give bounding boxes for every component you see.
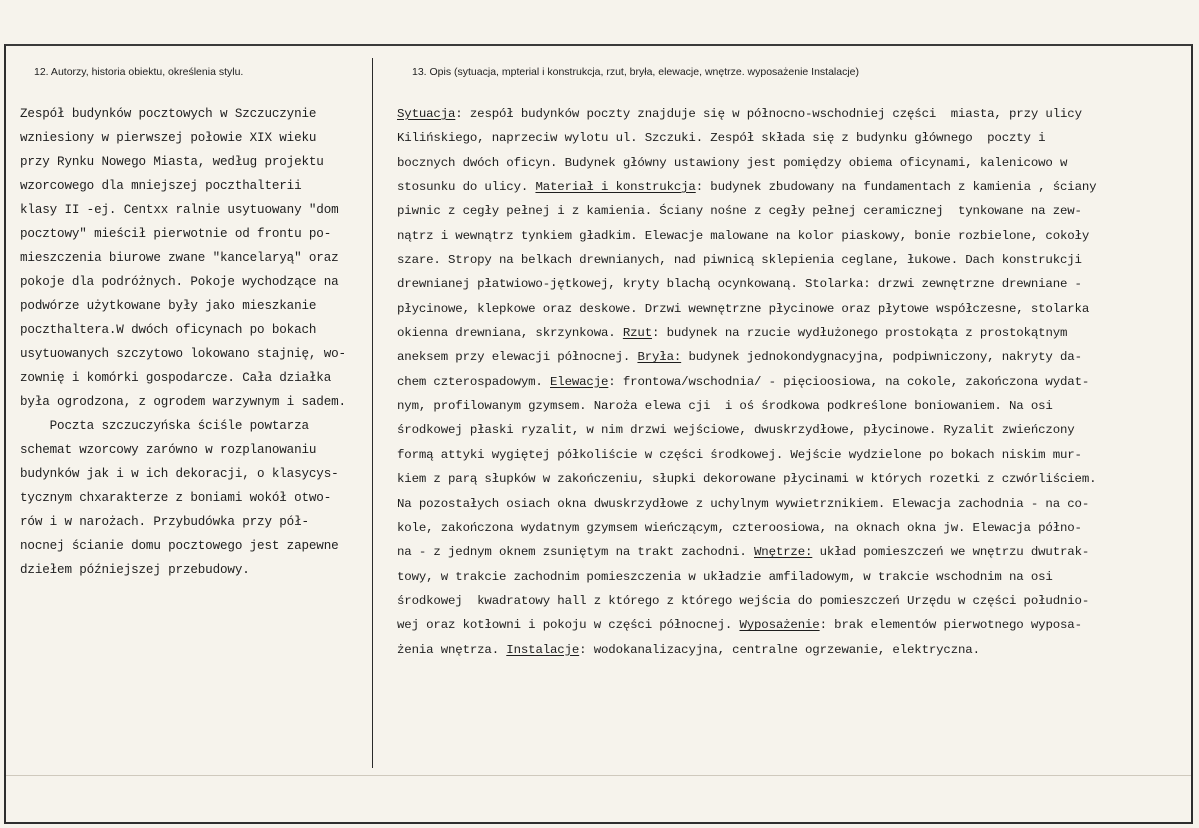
history-line: wzorcowego dla mniejszej poczthalterii <box>20 179 302 193</box>
description-fragment: szare. Stropy na belkach drewnianych, nad piwnicą sklepienia ceglane, łukowe. Dach konstrukcji <box>397 253 1082 268</box>
history-line: przy Rynku Nowego Miasta, według projektu <box>20 155 324 169</box>
history-line: podwórze użytkowane były jako mieszkanie <box>20 299 317 313</box>
description-line <box>397 516 1187 540</box>
description-fragment: formą attyki wygiętej półkoliście w części środkowej. Wejście wydzielone po bokach niskim mur- <box>397 447 1082 462</box>
description-line <box>397 613 1187 637</box>
bottom-rule <box>6 775 1191 776</box>
description-fragment: kiem z parą słupków w zakończeniu, słupki dekorowane płycinami w których rozetki z czwórliściem. <box>397 472 1097 487</box>
history-line: schemat wzorcowy zarówno w rozplanowaniu <box>20 443 317 457</box>
section-label: Materiał i konstrukcja <box>535 180 696 195</box>
description-fragment: drewnianej płatwiowo-jętkowej, kryty blachą ocynkowaną. Stolarka: drzwi zewnętrzne drewniane - <box>397 277 1082 292</box>
description-fragment: środkowej kwadratowy hall z którego z którego wejścia do pomieszczeń Urzędu w części południo- <box>397 593 1090 608</box>
history-line: była ogrodzona, z ogrodem warzywnym i sadem. <box>20 395 346 409</box>
section-label: Rzut <box>622 326 653 341</box>
history-line: rów i w narożach. Przybudówka przy pół- <box>20 515 309 529</box>
description-line <box>397 638 1187 662</box>
description-fragment: Na pozostałych osiach okna dwuskrzydłowe z uchylnym wywietrznikiem. Elewacja zachodnia - na co- <box>397 496 1090 511</box>
description-line <box>397 297 1187 321</box>
description-line <box>397 151 1187 175</box>
description-fragment: na - z jednym oknem zsuniętym na trakt zachodni. <box>397 545 754 560</box>
description-fragment: : budynek na rzucie wydłużonego prostokąta z prostokątnym <box>652 326 1068 341</box>
description-fragment: towy, w trakcie zachodnim pomieszczenia w układzie amfiladowym, w trakcie wschodnim na osi <box>397 569 1053 584</box>
column-divider <box>372 58 373 768</box>
history-line: klasy II -ej. Centxx ralnie usytuowany "dom <box>20 203 339 217</box>
section-label: Wnętrze: <box>754 545 813 560</box>
description-fragment: Kilińskiego, naprzeciw wylotu ul. Szczuki. Zespół składa się z budynku głównego poczty i <box>397 131 1046 146</box>
description-line <box>397 370 1187 394</box>
history-line: pocztowy" mieścił pierwotnie od frontu po- <box>20 227 332 241</box>
description-line <box>397 540 1187 564</box>
description-line <box>397 321 1187 345</box>
description-line <box>397 248 1187 272</box>
description-line <box>397 224 1187 248</box>
description-line <box>397 443 1187 467</box>
history-line: pokoje dla podróżnych. Pokoje wychodzące na <box>20 275 339 289</box>
description-fragment: środkowej płaski ryzalit, w nim drzwi wejściowe, dwuskrzydłowe, płycinowe. Ryzalit zwieńczony <box>397 423 1075 438</box>
history-line: budynków jak i w ich dekoracji, o klasycys- <box>20 467 339 481</box>
description-fragment: płycinowe, klepkowe oraz deskowe. Drzwi wewnętrzne płycinowe oraz płytowe współczesne, stolarka <box>397 301 1090 316</box>
description-line <box>397 394 1187 418</box>
description-fragment: : wodokanalizacyjna, centralne ogrzewanie, elektryczna. <box>579 642 980 657</box>
history-line: tycznym chxarakterze z boniami wokół otwo- <box>20 491 332 505</box>
description-line <box>397 175 1187 199</box>
description-line <box>397 418 1187 442</box>
description-fragment: nątrz i wewnątrz tynkiem gładkim. Elewacje malowane na kolor piaskowy, bonie rozbielone, cokoły <box>397 228 1090 243</box>
description-fragment: bocznych dwóch oficyn. Budynek główny ustawiony jest pomiędzy obiema oficynami, kalenicowo w <box>397 155 1068 170</box>
description-fragment: : brak elementów pierwotnego wyposa- <box>819 618 1082 633</box>
description-fragment: stosunku do ulicy. <box>397 180 536 195</box>
history-line: dziełem późniejszej przebudowy. <box>20 563 250 577</box>
description-text <box>397 102 1187 662</box>
history-line: zownię i komórki gospodarcze. Cała działka <box>20 371 332 385</box>
section-label: Wyposażenie <box>739 618 820 633</box>
history-line: usytuowanych szczytowo lokowano stajnię, wo- <box>20 347 346 361</box>
description-line <box>397 589 1187 613</box>
history-text <box>20 102 370 582</box>
section-label: Bryła: <box>637 350 682 365</box>
description-fragment: okienna drewniana, skrzynkowa. <box>397 326 623 341</box>
section-label: Instalacje <box>506 642 580 657</box>
description-fragment: budynek jednokondygnacyjna, podpiwniczony, nakryty da- <box>681 350 1082 365</box>
description-fragment: nym, profilowanym gzymsem. Naroża elewa cji i oś środkowa podkreślone boniowaniem. Na osi <box>397 399 1053 414</box>
description-fragment: żenia wnętrza. <box>397 642 507 657</box>
section-label: Elewacje <box>550 374 609 389</box>
description-fragment: piwnic z cegły pełnej i z kamienia. Ściany nośne z cegły pełnej ceramicznej tynkowane na zew- <box>397 204 1082 219</box>
description-fragment: kole, zakończona wydatnym gzymsem wieńczącym, czteroosiowa, na oknach okna jw. Elewacja półno- <box>397 520 1082 535</box>
description-line <box>397 126 1187 150</box>
description-fragment: : zespół budynków poczty znajduje się w północno-wschodniej części miasta, przy ulicy <box>455 107 1082 121</box>
description-fragment: chem czterospadowym. <box>397 374 550 389</box>
right-column-heading: 13. Opis (sytuacja, mpterial i konstrukcja, rzut, bryła, elewacje, wnętrze. wyposażenie Instalacje) <box>412 66 860 78</box>
description-fragment: wej oraz kotłowni i pokoju w części północnej. <box>397 618 740 633</box>
description-line <box>397 492 1187 516</box>
description-fragment: : frontowa/wschodnia/ - pięcioosiowa, na cokole, zakończona wydat- <box>608 374 1090 389</box>
history-line: poczthaltera.W dwóch oficynach po bokach <box>20 323 317 337</box>
description-fragment: układ pomieszczeń we wnętrzu dwutrak- <box>812 545 1090 560</box>
history-line: Zespół budynków pocztowych w Szczuczynie <box>20 107 317 121</box>
history-line: nocnej ścianie domu pocztowego jest zapewne <box>20 539 339 553</box>
section-label: Sytuacja <box>397 107 456 121</box>
left-column-heading: 12. Autorzy, historia obiektu, określenia stylu. <box>34 66 244 78</box>
history-line: wzniesiony w pierwszej połowie XIX wieku <box>20 131 317 145</box>
description-line <box>397 102 1187 126</box>
description-fragment: aneksem przy elewacji północnej. <box>397 350 638 365</box>
description-line <box>397 272 1187 296</box>
description-line <box>397 467 1187 491</box>
history-line: mieszczenia biurowe zwane "kancelaryą" oraz <box>20 251 339 265</box>
description-line <box>397 345 1187 369</box>
description-line <box>397 565 1187 589</box>
description-line <box>397 199 1187 223</box>
description-fragment: : budynek zbudowany na fundamentach z kamienia , ściany <box>695 180 1097 195</box>
history-line: Poczta szczuczyńska ściśle powtarza <box>20 419 309 433</box>
